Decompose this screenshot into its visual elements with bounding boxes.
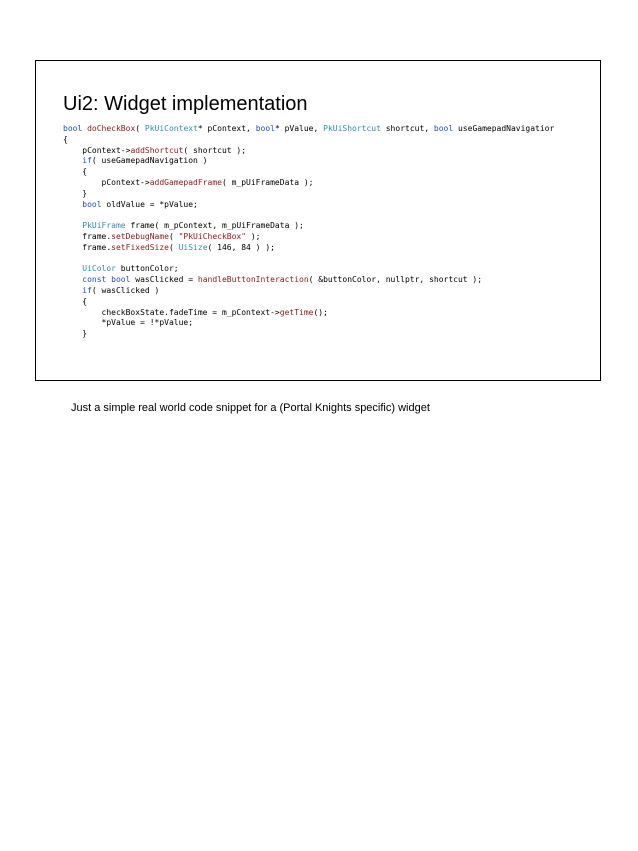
code-line — [63, 146, 598, 157]
code-token: * pContext, — [197, 124, 256, 133]
code-line — [63, 297, 598, 308]
code-token: oldValue = *pValue; — [101, 199, 198, 209]
slide-caption: Just a simple real world code snippet for a (Portal Knights specific) widget — [71, 402, 430, 414]
code-token: ( shortcut ); — [183, 145, 247, 155]
code-line — [63, 254, 598, 265]
code-token — [63, 286, 82, 295]
code-token: ); — [246, 231, 261, 241]
code-token: frame. — [63, 242, 112, 252]
code-token: doCheckBox — [87, 124, 136, 133]
code-snippet — [63, 124, 598, 340]
code-token — [63, 156, 82, 165]
code-token: bool — [255, 124, 275, 133]
code-token: pContext-> — [63, 145, 131, 155]
code-token — [63, 200, 82, 209]
code-token: * pValue, — [274, 124, 324, 133]
code-token — [63, 221, 82, 230]
code-token: UiSize — [178, 242, 208, 252]
slide-frame — [35, 60, 601, 381]
code-token: pContext-> — [63, 177, 150, 187]
code-token: ( m_pUiFrameData ); — [221, 177, 314, 187]
code-token: handleButtonInteraction — [197, 275, 309, 285]
code-token: ( &buttonColor, nullptr, shortcut ); — [308, 275, 483, 285]
code-token: } — [63, 188, 88, 198]
code-token: ( — [135, 124, 145, 133]
code-line — [63, 167, 598, 178]
code-token: addShortcut — [130, 145, 184, 155]
code-token: *pValue = !*pValue; — [63, 318, 194, 328]
code-token: checkBoxState.fadeTime = m_pContext-> — [63, 307, 280, 317]
code-token: ( — [168, 242, 179, 252]
code-token: { — [63, 296, 88, 306]
code-token: useGamepadNavigatior — [453, 124, 555, 133]
code-token: getTime — [279, 307, 314, 317]
code-line — [63, 124, 598, 135]
code-token: ( — [168, 231, 179, 241]
code-token: bool — [63, 124, 88, 133]
code-line — [63, 178, 598, 189]
code-token: bool — [433, 124, 454, 133]
code-line — [63, 243, 598, 254]
code-token: shortcut, — [380, 124, 434, 133]
code-line — [63, 308, 598, 319]
slide-title: Ui2: Widget implementation — [63, 93, 308, 115]
code-line — [63, 264, 598, 275]
code-line — [63, 221, 598, 232]
code-token: buttonColor; — [115, 264, 179, 274]
code-token: PkUiContext — [144, 124, 198, 133]
code-token: if — [82, 156, 92, 166]
code-token: (); — [313, 307, 328, 317]
code-token: PkUiShortcut — [323, 124, 381, 133]
code-line — [63, 232, 598, 243]
code-token — [63, 264, 82, 273]
code-token: UiColor — [82, 264, 116, 274]
code-token: ( wasClicked ) — [91, 285, 160, 295]
code-token: wasClicked = — [130, 275, 198, 285]
code-token: bool — [82, 199, 102, 209]
code-token: frame. — [63, 231, 112, 241]
code-token: frame( m_pContext, m_pUiFrameData ); — [125, 221, 304, 231]
code-token: const bool — [82, 275, 131, 285]
code-token: { — [63, 167, 88, 177]
code-token: "PkUiCheckBox" — [178, 231, 247, 241]
code-line — [63, 189, 598, 200]
code-token: { — [63, 134, 68, 144]
code-token — [63, 275, 82, 284]
code-token: if — [82, 285, 92, 295]
code-line — [63, 286, 598, 297]
code-line — [63, 135, 598, 146]
code-line — [63, 210, 598, 221]
code-line — [63, 318, 598, 329]
code-token: ( 146, 84 ) ); — [207, 242, 275, 252]
code-line — [63, 200, 598, 211]
code-token: PkUiFrame — [82, 221, 126, 231]
code-line — [63, 156, 598, 167]
code-token: setFixedSize — [111, 242, 169, 252]
code-token: ( useGamepadNavigation ) — [91, 156, 208, 166]
code-line — [63, 275, 598, 286]
code-line — [63, 329, 598, 340]
code-token: setDebugName — [111, 231, 169, 241]
code-token: } — [63, 329, 88, 339]
code-token: addGamepadFrame — [149, 177, 222, 187]
